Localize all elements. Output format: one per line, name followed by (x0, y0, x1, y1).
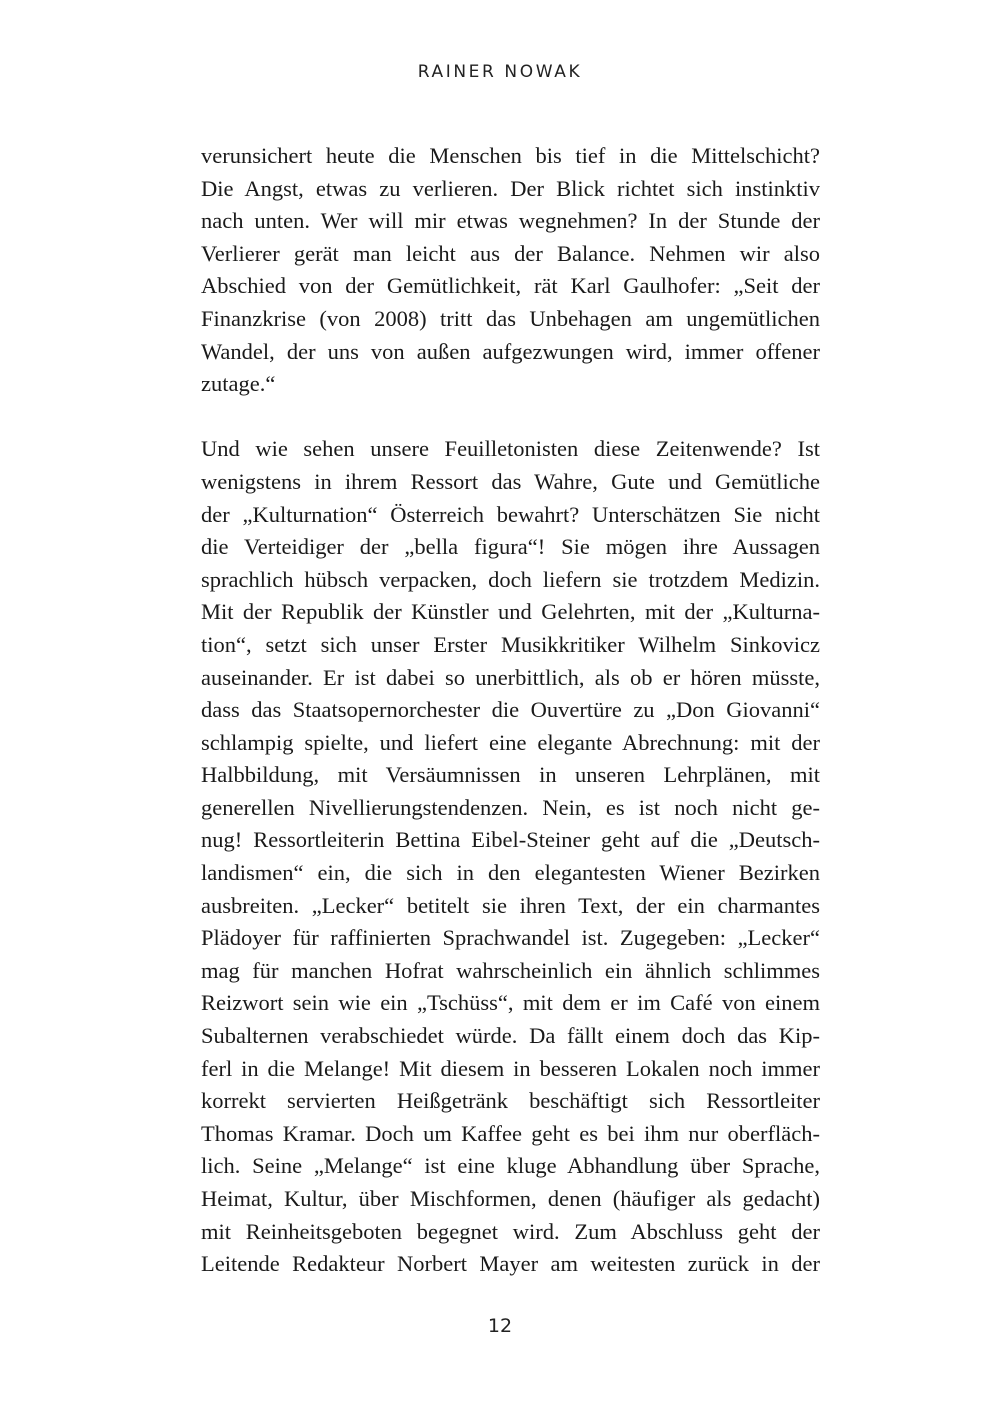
text-line: Mit der Republik der Künstler und Gelehrten, mit der „Kulturna- (201, 599, 820, 625)
text-line: der „Kulturnation“ Österreich bewahrt? Unterschätzen Sie nicht (201, 501, 820, 527)
text-line: verunsichert heute die Menschen bis tief in die Mittelschicht? (201, 143, 820, 168)
text-line: landismen“ ein, die sich in den elegantesten Wiener Bezirken (201, 860, 820, 886)
text-line: lich. Seine „Melange“ ist eine kluge Abhandlung über Sprache, (201, 1153, 820, 1179)
text-line: nach unten. Wer will mir etwas wegnehmen? In der Stunde der (201, 208, 820, 234)
text-line: Heimat, Kultur, über Mischformen, denen (häufiger als gedacht) (201, 1186, 820, 1211)
text-line: auseinander. Er ist dabei so unerbittlich, als ob er hören müsste, (201, 664, 820, 690)
paragraph (201, 140, 820, 401)
paragraph (201, 433, 820, 1280)
text-line: mit Reinheitsgeboten begegnet wird. Zum Abschluss geht der (201, 1218, 820, 1244)
text-line: generellen Nivellierungstendenzen. Nein, es ist noch nicht ge- (201, 794, 820, 820)
running-head: RAINER NOWAK (417, 62, 583, 82)
text-line: ausbreiten. „Lecker“ betitelt sie ihren Text, der ein charmantes (201, 892, 820, 918)
text-line: Abschied von der Gemütlichkeit, rät Karl Gaulhofer: „Seit der (201, 273, 820, 299)
text-line: Plädoyer für raffinierten Sprachwandel ist. Zugegeben: „Lecker“ (201, 925, 820, 951)
text-line: mag für manchen Hofrat wahrscheinlich ein ähnlich schlimmes (201, 957, 820, 983)
text-line: tion“, setzt sich unser Erster Musikkritiker Wilhelm Sinkovicz (201, 631, 820, 657)
text-line: korrekt servierten Heißgetränk beschäftigt sich Ressortleiter (201, 1088, 820, 1114)
text-line: Halbbildung, mit Versäumnissen in unseren Lehrplänen, mit (201, 762, 820, 788)
text-line: nug! Ressortleiterin Bettina Eibel-Steiner geht auf die „Deutsch- (201, 827, 820, 853)
page-number: 12 (487, 1315, 513, 1337)
text-line: die Verteidiger der „bella figura“! Sie mögen ihre Aussagen (201, 534, 820, 560)
text-line: dass das Staatsopernorchester die Ouvertüre zu „Don Giovanni“ (201, 697, 820, 723)
text-line: ferl in die Melange! Mit diesem in besseren Lokalen noch immer (201, 1055, 820, 1081)
text-line: Wandel, der uns von außen aufgezwungen wird, immer offener (201, 338, 820, 364)
text-line: Und wie sehen unsere Feuilletonisten diese Zeitenwende? Ist (201, 436, 820, 462)
text-line: wenigstens in ihrem Ressort das Wahre, Gute und Gemütliche (201, 468, 820, 494)
text-line: Die Angst, etwas zu verlieren. Der Blick richtet sich instinktiv (201, 175, 820, 201)
text-line: Reizwort sein wie ein „Tschüss“, mit dem er im Café von einem (201, 990, 820, 1016)
text-line: sprachlich hübsch verpacken, doch liefern sie trotzdem Medizin. (201, 566, 820, 592)
text-line: zutage.“ (201, 371, 276, 397)
body-text (201, 140, 820, 1281)
text-line: Subalternen verabschiedet würde. Da fällt einem doch das Kip- (201, 1023, 820, 1049)
text-line: Thomas Kramar. Doch um Kaffee geht es bei ihm nur oberfläch- (201, 1120, 820, 1146)
text-line: schlampig spielte, und liefert eine elegante Abrechnung: mit der (201, 729, 820, 755)
text-line: Verlierer gerät man leicht aus der Balance. Nehmen wir also (201, 240, 820, 266)
text-line: Leitende Redakteur Norbert Mayer am weitesten zurück in der (201, 1251, 820, 1277)
text-line: Finanzkrise (von 2008) tritt das Unbehagen am ungemütlichen (201, 305, 820, 331)
